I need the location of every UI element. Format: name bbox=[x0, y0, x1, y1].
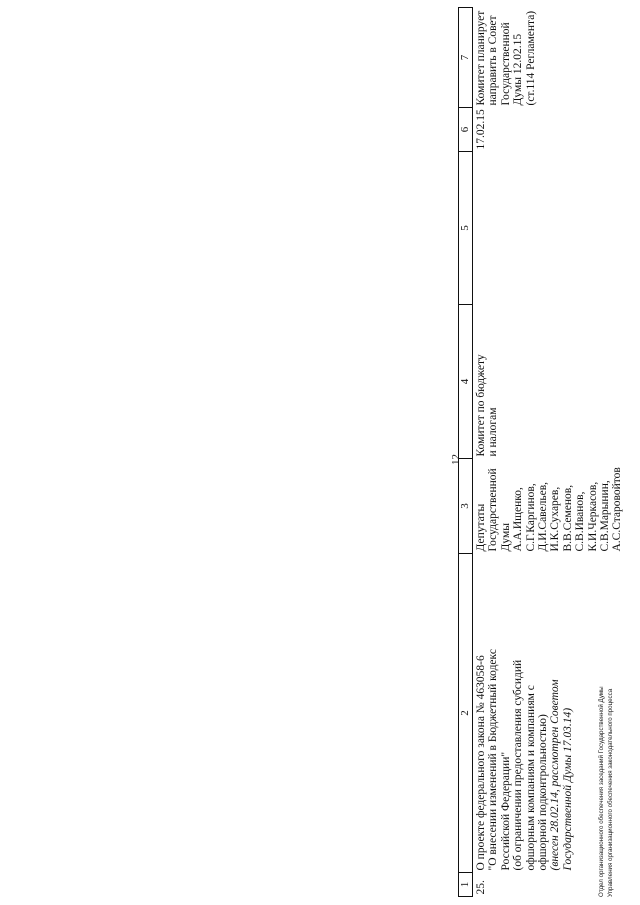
note-line: Комитет планирует bbox=[475, 10, 487, 106]
bill-title-line: О проекте федерального закона № 463058-6 bbox=[475, 655, 487, 871]
initiator-line: Д.И.Савельев, bbox=[537, 481, 550, 552]
initiators-cell bbox=[473, 459, 624, 554]
bill-title-line: офшорной подконтрольностью) bbox=[537, 714, 550, 871]
bill-title-line: офшорным компаниям и компаниям с bbox=[524, 685, 537, 871]
committee-cell bbox=[473, 305, 624, 459]
initiator-line: С.В.Иванов, bbox=[574, 491, 587, 552]
initiator-line: А.С.Старовойтов bbox=[611, 467, 624, 552]
column-number: 3 bbox=[459, 459, 473, 554]
date-cell bbox=[473, 108, 624, 152]
note-cell bbox=[473, 8, 624, 108]
footer-line: Управления организационного обеспечения законодательного процесса bbox=[607, 688, 614, 897]
initiator-line: Государственной bbox=[487, 468, 500, 552]
bill-submission-note: Государственной Думы 17.03.14) bbox=[561, 707, 574, 871]
bill-title-line: (об ограничении предоставления субсидий bbox=[512, 659, 525, 871]
row-number-text: 25. bbox=[475, 880, 487, 895]
initiator-line: И.К.Сухарев, bbox=[549, 486, 562, 552]
initiator-line: Депутаты bbox=[475, 503, 487, 552]
note-line: (ст.114 Регламента) bbox=[524, 10, 537, 106]
note-line: направить в Совет bbox=[487, 15, 500, 106]
column-number: 1 bbox=[459, 873, 473, 897]
initiator-line: С.В.Марынин, bbox=[599, 480, 612, 552]
page-number: 12 bbox=[450, 454, 462, 465]
note-line: Думы 12.02.15 bbox=[512, 33, 525, 106]
column-number: 6 bbox=[459, 108, 473, 152]
initiator-line: Думы bbox=[499, 523, 512, 552]
committee-line: и налогам bbox=[487, 407, 500, 457]
date-text: 17.02.15 bbox=[475, 109, 487, 150]
bill-title-line: Российской Федерации" bbox=[499, 751, 512, 871]
committee-line: Комитет по бюджету bbox=[475, 354, 487, 457]
initiator-line: С.Г.Каргинов, bbox=[524, 483, 537, 552]
bill-title-line: "О внесении изменений в Бюджетный кодекс bbox=[487, 649, 500, 871]
column-number: 4 bbox=[459, 305, 473, 459]
initiator-line: К.И.Черкасов, bbox=[586, 481, 599, 552]
column-5-cell bbox=[473, 152, 624, 305]
initiator-line: А.А.Ищенко, bbox=[512, 487, 525, 552]
initiator-line: В.В.Семенов, bbox=[561, 484, 574, 552]
footer bbox=[597, 686, 615, 897]
column-number-row bbox=[459, 8, 473, 897]
column-number: 5 bbox=[459, 152, 473, 305]
column-number: 7 bbox=[459, 8, 473, 108]
column-number: 2 bbox=[459, 554, 473, 873]
footer-line: Отдел организационного обеспечения заседаний Государственной Думы bbox=[598, 686, 605, 897]
note-line: Государственной bbox=[499, 22, 512, 106]
bill-submission-note: (внесен 28.02.14, рассмотрен Советом bbox=[549, 679, 562, 871]
